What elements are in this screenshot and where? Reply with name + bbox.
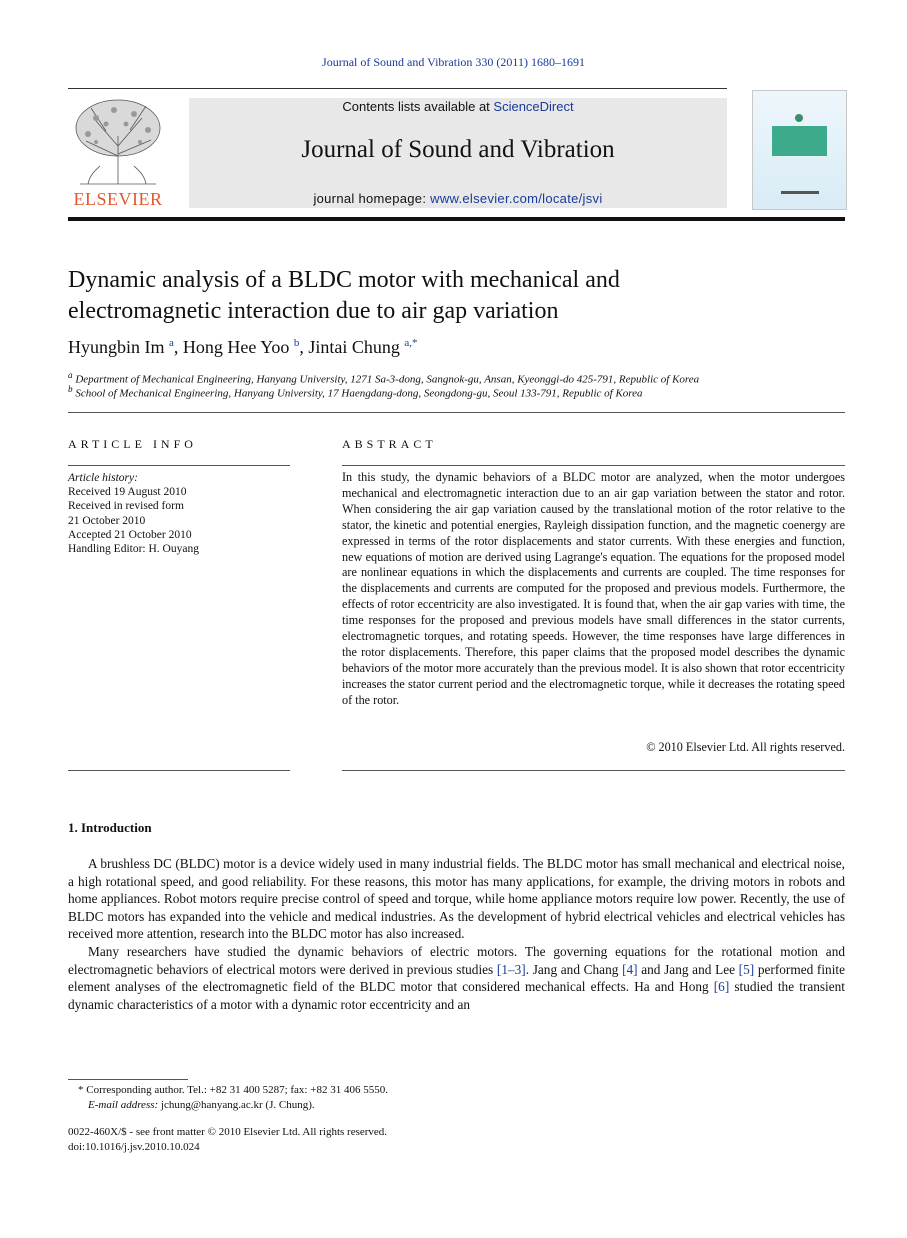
journal-cover-thumbnail[interactable] xyxy=(752,90,847,210)
homepage-prefix: journal homepage: xyxy=(313,191,431,206)
contents-line xyxy=(189,99,727,114)
author-name: Jintai Chung xyxy=(308,337,400,357)
sciencedirect-link[interactable]: ScienceDirect xyxy=(493,99,574,114)
article-title-line-2: electromagnetic interaction due to air gap variation xyxy=(68,298,559,324)
reference-link-5[interactable]: [5] xyxy=(738,961,755,977)
article-info-heading: ARTICLE INFO xyxy=(68,437,197,451)
footnote-rule xyxy=(68,1079,188,1080)
front-matter-line: 0022-460X/$ - see front matter © 2010 Elsevier Ltd. All rights reserved. xyxy=(68,1126,388,1138)
article-info-bottom-rule xyxy=(68,770,290,771)
paragraph-text: . Jang and Chang xyxy=(525,961,623,977)
doi-line[interactable]: doi:10.1016/j.jsv.2010.10.024 xyxy=(68,1141,200,1153)
cover-title-block xyxy=(772,126,827,156)
affiliation-text: School of Mechanical Engineering, Hanyang University, 17 Haengdang-dong, Seongdong-gu, Seoul 133-791, Republic of Korea xyxy=(75,387,643,400)
homepage-link[interactable]: www.elsevier.com/locate/jsvi xyxy=(430,191,603,206)
paragraph-text: and Jang and Lee xyxy=(637,961,739,977)
cover-publisher-mark xyxy=(781,191,819,194)
corresponding-author-footnote: * Corresponding author. Tel.: +82 31 400 5287; fax: +82 31 406 5550. xyxy=(78,1084,388,1096)
affiliation-text: Department of Mechanical Engineering, Hanyang University, 1271 Sa-3-dong, Sangnok-gu, Ansan, Kyeonggi-do 425-791, Republic of Korea xyxy=(75,373,700,386)
email-label: E-mail address: xyxy=(88,1099,159,1111)
abstract-bottom-rule xyxy=(342,770,845,771)
paragraph-text: studied the transient dynamic characteristics of a motor with a dynamic rotor eccentricity and an xyxy=(68,979,845,1012)
journal-title: Journal of Sound and Vibration xyxy=(301,136,615,163)
elsevier-tree-icon xyxy=(66,96,170,186)
elsevier-wordmark: ELSEVIER xyxy=(73,189,163,209)
header-rule xyxy=(68,217,845,221)
header-top-rule xyxy=(68,88,727,89)
history-item: Received 19 August 2010 xyxy=(68,486,187,499)
affiliation-mark: b xyxy=(68,384,73,394)
introduction-heading: 1. Introduction xyxy=(68,820,152,835)
author-name: Hong Hee Yoo xyxy=(182,337,290,357)
paragraph-text: performed finite element analyses of the electromagnetic field of the BLDC motor that considered mechanical effects. Ha and Hong xyxy=(68,961,845,995)
article-history xyxy=(68,471,290,556)
journal-masthead xyxy=(189,98,727,208)
author-affiliation-mark[interactable]: a xyxy=(169,337,174,349)
introduction-body xyxy=(68,855,845,1013)
reference-link-1-3[interactable]: [1–3] xyxy=(496,961,526,977)
article-info-rule xyxy=(68,465,290,466)
author-affiliation-mark[interactable]: a,* xyxy=(404,337,418,349)
reference-link-4[interactable]: [4] xyxy=(622,961,638,977)
journal-citation[interactable]: Journal of Sound and Vibration 330 (2011) 1680–1691 xyxy=(322,55,585,69)
article-title xyxy=(68,265,768,327)
history-item: Accepted 21 October 2010 xyxy=(68,528,192,541)
author-affiliation-mark[interactable]: b xyxy=(293,337,300,349)
homepage-line xyxy=(189,191,727,206)
affiliation-mark: a xyxy=(68,370,73,380)
email-address[interactable]: jchung@hanyang.ac.kr (J. Chung). xyxy=(158,1099,315,1111)
email-footnote xyxy=(88,1099,315,1111)
abstract-rule xyxy=(342,465,845,466)
abstract-heading: ABSTRACT xyxy=(342,437,437,451)
abstract-copyright: © 2010 Elsevier Ltd. All rights reserved. xyxy=(646,740,845,754)
history-heading: Article history: xyxy=(68,472,138,484)
affiliation-b xyxy=(68,384,643,400)
history-item: 21 October 2010 xyxy=(68,514,146,527)
introduction-paragraph-1: A brushless DC (BLDC) motor is a device widely used in many industrial fields. The BLDC motor has small mechanical and electrical noise, a high rotational speed, and good reliability. For these reasons, this motor has many applications, for example, the driving motors in robots and home appliances. Robot motors require precise control of speed and torque, while home appliance motors require low power. Recently, the use of BLDC motors has expanded into the vehicle and medical industries. As the development of hybrid electrical vehicles and electrical vehicles has received more attention, research into the BLDC motor has also increased. xyxy=(68,856,845,942)
author-list: Hyungbin Im $^a$, Hong Hee Yoo $^b$, Jintai Chung $^{a,*}$ xyxy=(68,337,418,357)
reference-link-6[interactable]: [6] xyxy=(713,979,730,995)
author-name: Hyungbin Im xyxy=(68,337,165,357)
contents-prefix: Contents lists available at xyxy=(342,99,494,114)
history-item: Received in revised form xyxy=(68,500,184,513)
cover-emblem-icon xyxy=(795,114,803,122)
paragraph-text: Many researchers have studied the dynamic behaviors of electric motors. The governing equations for the rotational motion and electromagnetic behaviors of electrical motors were derived in previous studies xyxy=(68,943,845,977)
history-item: Handling Editor: H. Ouyang xyxy=(68,543,199,556)
elsevier-logo[interactable] xyxy=(66,96,170,210)
abstract-text: In this study, the dynamic behaviors of a BLDC motor are analyzed, when the motor undergoes mechanical and electromagnetic interaction due to an air gap variation between the stator and rotor. When considering the air gap variation caused by the translational motion of the rotor relative to the stator, the kinetic and potential energies, Rayleigh dissipation function, and the magnetic coenergy are expressed in terms of the rotor displacements and stator currents. With these energies and function, new equations of motion are derived using Lagrange's equation. The equations for the proposed model are nonlinear equations in which the displacements and currents are coupled. The time responses for the displacements and currents are computed for the proposed and previous models. Furthermore, the effects of rotor eccentricity are also investigated. It is found that, when the air gap varies with time, the time responses for the proposed and previous models have small differences in the stator currents, electromagnetic torques, and rotating speeds. However, the time responses have large differences in the rotor displacements. Therefore, this paper claims that the proposed model describes the dynamic behaviors of the motor more accurately than the previous model. It is also shown that rotor eccentricity increases the stator current period and the electromagnetic torque, while it decreases the rotating speed of the rotor. xyxy=(342,470,845,707)
affiliation-rule xyxy=(68,412,845,413)
introduction-paragraph-2 xyxy=(68,943,845,1013)
article-title-line-1: Dynamic analysis of a BLDC motor with mechanical and xyxy=(68,267,620,293)
